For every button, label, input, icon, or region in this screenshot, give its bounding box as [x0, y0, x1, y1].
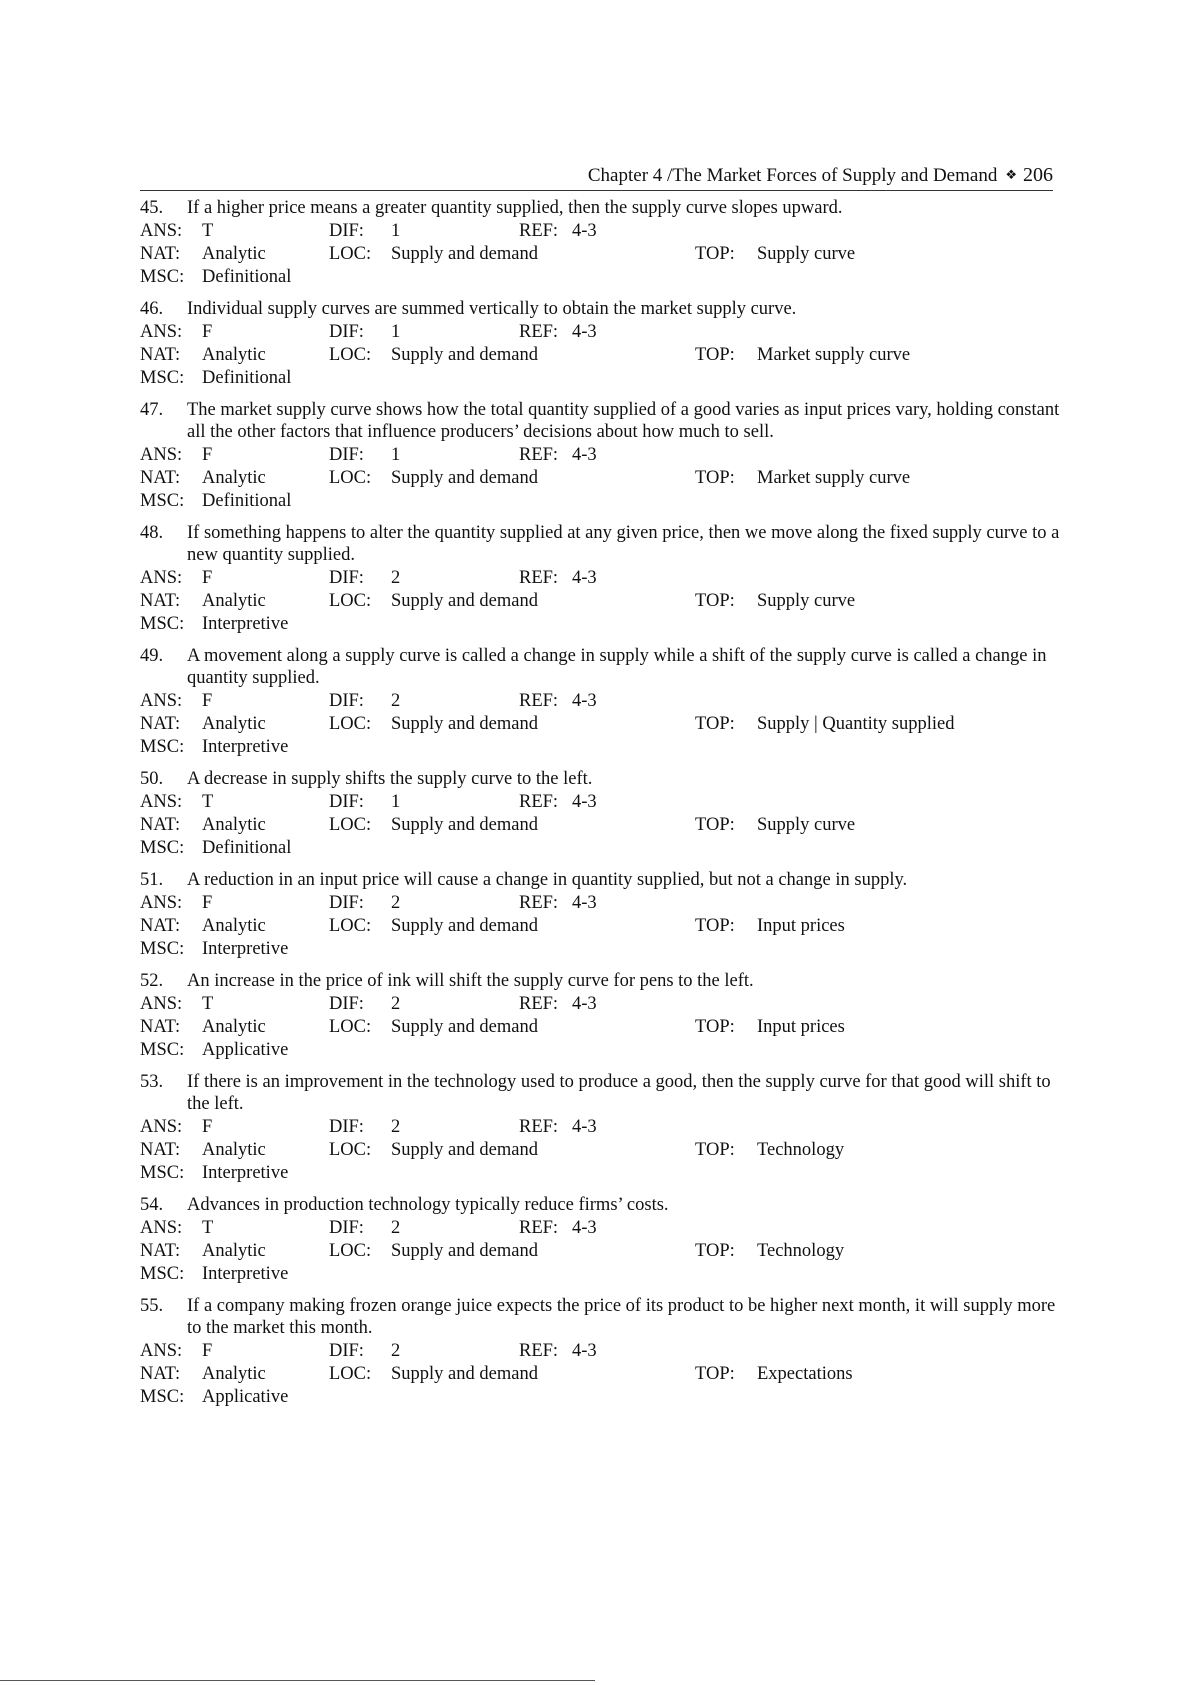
ans-label: ANS: [140, 568, 183, 588]
msc-value: Interpretive [202, 737, 289, 757]
question-number: 51. [140, 870, 164, 890]
ans-value: F [202, 691, 213, 711]
question-number: 52. [140, 971, 164, 991]
question-text: A movement along a supply curve is called a change in supply while a shift of the supply curve is called a change in quantity supplied. [187, 646, 1047, 688]
loc-label: LOC: [329, 1241, 372, 1261]
question-line [140, 645, 1060, 689]
question-line [140, 399, 1060, 443]
nat-label: NAT: [140, 815, 181, 835]
loc-value: Supply and demand [391, 1017, 538, 1037]
msc-value: Definitional [202, 491, 292, 511]
ref-label: REF: [519, 792, 559, 812]
ans-value: T [202, 994, 214, 1014]
ref-value: 4-3 [571, 994, 597, 1014]
dif-value: 2 [391, 568, 401, 588]
dif-value: 2 [391, 1341, 401, 1361]
ref-group [519, 321, 695, 344]
page-header [140, 164, 1053, 188]
question-text: A reduction in an input price will cause a change in quantity supplied, but not a change in supply. [187, 870, 908, 890]
question-item [140, 869, 1060, 961]
answer-metadata [140, 1340, 1060, 1409]
question-text: Advances in production technology typically reduce firms’ costs. [187, 1195, 669, 1215]
loc-label: LOC: [329, 916, 372, 936]
question-item [140, 522, 1060, 636]
nat-value: Analytic [202, 1241, 266, 1261]
question-number: 47. [140, 400, 164, 420]
question-line [140, 298, 1060, 320]
dif-label: DIF: [329, 322, 364, 342]
loc-value: Supply and demand [391, 1241, 538, 1261]
question-text: If there is an improvement in the technology used to produce a good, then the supply curve for that good will shift to the left. [187, 1072, 1051, 1114]
loc-value: Supply and demand [391, 815, 538, 835]
question-line [140, 1071, 1060, 1115]
nat-label: NAT: [140, 1364, 181, 1384]
question-text: The market supply curve shows how the total quantity supplied of a good varies as input prices vary, holding constant all the other factors that influence producers’ decisions about how much to sell. [187, 400, 1060, 442]
nat-label: NAT: [140, 591, 181, 611]
question-text: A decrease in supply shifts the supply curve to the left. [187, 769, 593, 789]
dif-label: DIF: [329, 568, 364, 588]
msc-value: Definitional [202, 838, 292, 858]
msc-label: MSC: [140, 614, 185, 634]
nat-value: Analytic [202, 1017, 266, 1037]
question-number: 49. [140, 646, 164, 666]
loc-label: LOC: [329, 468, 372, 488]
ans-label: ANS: [140, 691, 183, 711]
dif-label: DIF: [329, 893, 364, 913]
ans-value: F [202, 445, 213, 465]
ans-label: ANS: [140, 221, 183, 241]
question-item [140, 645, 1060, 759]
ans-value: F [202, 893, 213, 913]
ref-group [519, 892, 695, 915]
top-value: Input prices [757, 916, 845, 936]
ans-value: T [202, 221, 214, 241]
dif-value: 1 [391, 792, 401, 812]
answer-metadata [140, 690, 1060, 759]
top-value: Supply curve [757, 244, 856, 264]
dif-label: DIF: [329, 994, 364, 1014]
msc-value: Definitional [202, 368, 292, 388]
nat-value: Analytic [202, 591, 266, 611]
ref-group [519, 1116, 695, 1139]
top-value: Technology [757, 1241, 845, 1261]
question-text: If a higher price means a greater quantity supplied, then the supply curve slopes upward. [187, 198, 843, 218]
ref-value: 4-3 [571, 893, 597, 913]
top-label: TOP: [695, 345, 735, 365]
ans-value: F [202, 1117, 213, 1137]
dif-value: 2 [391, 1117, 401, 1137]
ans-label: ANS: [140, 1341, 183, 1361]
loc-value: Supply and demand [391, 916, 538, 936]
question-item [140, 1295, 1060, 1409]
question-text: Individual supply curves are summed vertically to obtain the market supply curve. [187, 299, 797, 319]
msc-label: MSC: [140, 368, 185, 388]
dif-value: 2 [391, 994, 401, 1014]
ans-label: ANS: [140, 893, 183, 913]
ans-label: ANS: [140, 445, 183, 465]
ans-label: ANS: [140, 792, 183, 812]
msc-label: MSC: [140, 267, 185, 287]
dif-label: DIF: [329, 445, 364, 465]
nat-label: NAT: [140, 345, 181, 365]
ans-label: ANS: [140, 994, 183, 1014]
msc-value: Applicative [202, 1040, 289, 1060]
question-number: 50. [140, 769, 164, 789]
msc-label: MSC: [140, 1163, 185, 1183]
nat-label: NAT: [140, 1140, 181, 1160]
question-item [140, 298, 1060, 390]
msc-value: Interpretive [202, 1264, 289, 1284]
msc-label: MSC: [140, 838, 185, 858]
question-number: 53. [140, 1072, 164, 1092]
top-value: Market supply curve [757, 345, 911, 365]
top-label: TOP: [695, 1017, 735, 1037]
question-item [140, 197, 1060, 289]
top-label: TOP: [695, 714, 735, 734]
diamond-icon: ❖ [1005, 167, 1017, 182]
ans-label: ANS: [140, 1117, 183, 1137]
msc-value: Interpretive [202, 1163, 289, 1183]
msc-value: Definitional [202, 267, 292, 287]
nat-label: NAT: [140, 916, 181, 936]
footer-rule [0, 1680, 595, 1681]
msc-label: MSC: [140, 1264, 185, 1284]
answer-metadata [140, 321, 1060, 390]
question-number: 55. [140, 1296, 164, 1316]
question-text: An increase in the price of ink will shift the supply curve for pens to the left. [187, 971, 754, 991]
answer-metadata [140, 1116, 1060, 1185]
ref-value: 4-3 [571, 1117, 597, 1137]
ref-group [519, 1217, 695, 1240]
ref-label: REF: [519, 1341, 559, 1361]
question-number: 48. [140, 523, 164, 543]
ref-value: 4-3 [571, 691, 597, 711]
ans-value: T [202, 792, 214, 812]
dif-label: DIF: [329, 1117, 364, 1137]
ref-value: 4-3 [571, 221, 597, 241]
loc-value: Supply and demand [391, 1364, 538, 1384]
msc-value: Interpretive [202, 614, 289, 634]
nat-value: Analytic [202, 815, 266, 835]
ref-value: 4-3 [571, 792, 597, 812]
question-item [140, 970, 1060, 1062]
ref-label: REF: [519, 691, 559, 711]
ref-group [519, 1340, 695, 1363]
nat-value: Analytic [202, 468, 266, 488]
dif-value: 1 [391, 322, 401, 342]
loc-label: LOC: [329, 1364, 372, 1384]
answer-metadata [140, 444, 1060, 513]
question-list [140, 197, 1060, 1418]
top-label: TOP: [695, 1364, 735, 1384]
ref-value: 4-3 [571, 1218, 597, 1238]
nat-value: Analytic [202, 244, 266, 264]
ref-group [519, 220, 695, 243]
loc-label: LOC: [329, 591, 372, 611]
nat-label: NAT: [140, 714, 181, 734]
question-line [140, 522, 1060, 566]
ref-group [519, 791, 695, 814]
header-rule [140, 190, 1053, 191]
top-value: Expectations [757, 1364, 853, 1384]
top-value: Supply | Quantity supplied [757, 714, 955, 734]
question-line [140, 768, 1060, 790]
dif-value: 2 [391, 1218, 401, 1238]
top-label: TOP: [695, 244, 735, 264]
top-label: TOP: [695, 468, 735, 488]
dif-label: DIF: [329, 221, 364, 241]
ref-label: REF: [519, 568, 559, 588]
loc-value: Supply and demand [391, 345, 538, 365]
question-line [140, 970, 1060, 992]
top-label: TOP: [695, 1241, 735, 1261]
ref-label: REF: [519, 221, 559, 241]
question-number: 54. [140, 1195, 164, 1215]
dif-value: 2 [391, 893, 401, 913]
question-item [140, 1194, 1060, 1286]
ref-label: REF: [519, 994, 559, 1014]
loc-value: Supply and demand [391, 1140, 538, 1160]
dif-label: DIF: [329, 792, 364, 812]
nat-value: Analytic [202, 916, 266, 936]
nat-value: Analytic [202, 345, 266, 365]
top-value: Technology [757, 1140, 845, 1160]
nat-label: NAT: [140, 468, 181, 488]
ref-label: REF: [519, 1218, 559, 1238]
page-number: 206 [1023, 164, 1053, 186]
ans-value: F [202, 568, 213, 588]
dif-value: 2 [391, 691, 401, 711]
nat-label: NAT: [140, 244, 181, 264]
top-label: TOP: [695, 591, 735, 611]
question-number: 46. [140, 299, 164, 319]
msc-label: MSC: [140, 939, 185, 959]
loc-label: LOC: [329, 815, 372, 835]
loc-label: LOC: [329, 244, 372, 264]
nat-label: NAT: [140, 1017, 181, 1037]
answer-metadata [140, 220, 1060, 289]
ans-value: F [202, 1341, 213, 1361]
top-value: Supply curve [757, 815, 856, 835]
ans-label: ANS: [140, 322, 183, 342]
ref-label: REF: [519, 322, 559, 342]
dif-value: 1 [391, 221, 401, 241]
answer-metadata [140, 892, 1060, 961]
ans-value: F [202, 322, 213, 342]
msc-label: MSC: [140, 491, 185, 511]
question-line [140, 197, 1060, 219]
dif-label: DIF: [329, 1218, 364, 1238]
question-number: 45. [140, 198, 164, 218]
ans-label: ANS: [140, 1218, 183, 1238]
ref-label: REF: [519, 1117, 559, 1137]
msc-label: MSC: [140, 737, 185, 757]
dif-label: DIF: [329, 691, 364, 711]
msc-label: MSC: [140, 1387, 185, 1407]
top-label: TOP: [695, 815, 735, 835]
nat-value: Analytic [202, 714, 266, 734]
loc-value: Supply and demand [391, 714, 538, 734]
question-text: If something happens to alter the quantity supplied at any given price, then we move along the fixed supply curve to a new quantity supplied. [187, 523, 1060, 565]
top-value: Input prices [757, 1017, 845, 1037]
ref-value: 4-3 [571, 568, 597, 588]
ref-group [519, 690, 695, 713]
answer-metadata [140, 1217, 1060, 1286]
answer-metadata [140, 791, 1060, 860]
ref-value: 4-3 [571, 1341, 597, 1361]
loc-value: Supply and demand [391, 468, 538, 488]
nat-value: Analytic [202, 1140, 266, 1160]
answer-metadata [140, 993, 1060, 1062]
question-line [140, 869, 1060, 891]
question-text: If a company making frozen orange juice expects the price of its product to be higher next month, it will supply more to the market this month. [187, 1296, 1056, 1338]
dif-value: 1 [391, 445, 401, 465]
loc-label: LOC: [329, 1017, 372, 1037]
top-value: Market supply curve [757, 468, 911, 488]
answer-metadata [140, 567, 1060, 636]
nat-value: Analytic [202, 1364, 266, 1384]
question-item [140, 399, 1060, 513]
ans-value: T [202, 1218, 214, 1238]
question-line [140, 1194, 1060, 1216]
ref-value: 4-3 [571, 445, 597, 465]
top-label: TOP: [695, 916, 735, 936]
nat-label: NAT: [140, 1241, 181, 1261]
msc-label: MSC: [140, 1040, 185, 1060]
loc-value: Supply and demand [391, 244, 538, 264]
msc-value: Applicative [202, 1387, 289, 1407]
ref-group [519, 567, 695, 590]
ref-label: REF: [519, 445, 559, 465]
ref-value: 4-3 [571, 322, 597, 342]
top-value: Supply curve [757, 591, 856, 611]
loc-label: LOC: [329, 345, 372, 365]
ref-label: REF: [519, 893, 559, 913]
question-item [140, 1071, 1060, 1185]
loc-label: LOC: [329, 1140, 372, 1160]
ref-group [519, 444, 695, 467]
chapter-title: Chapter 4 /The Market Forces of Supply and Demand [587, 165, 998, 186]
ref-group [519, 993, 695, 1016]
top-label: TOP: [695, 1140, 735, 1160]
loc-label: LOC: [329, 714, 372, 734]
question-item [140, 768, 1060, 860]
msc-value: Interpretive [202, 939, 289, 959]
loc-value: Supply and demand [391, 591, 538, 611]
question-line [140, 1295, 1060, 1339]
dif-label: DIF: [329, 1341, 364, 1361]
